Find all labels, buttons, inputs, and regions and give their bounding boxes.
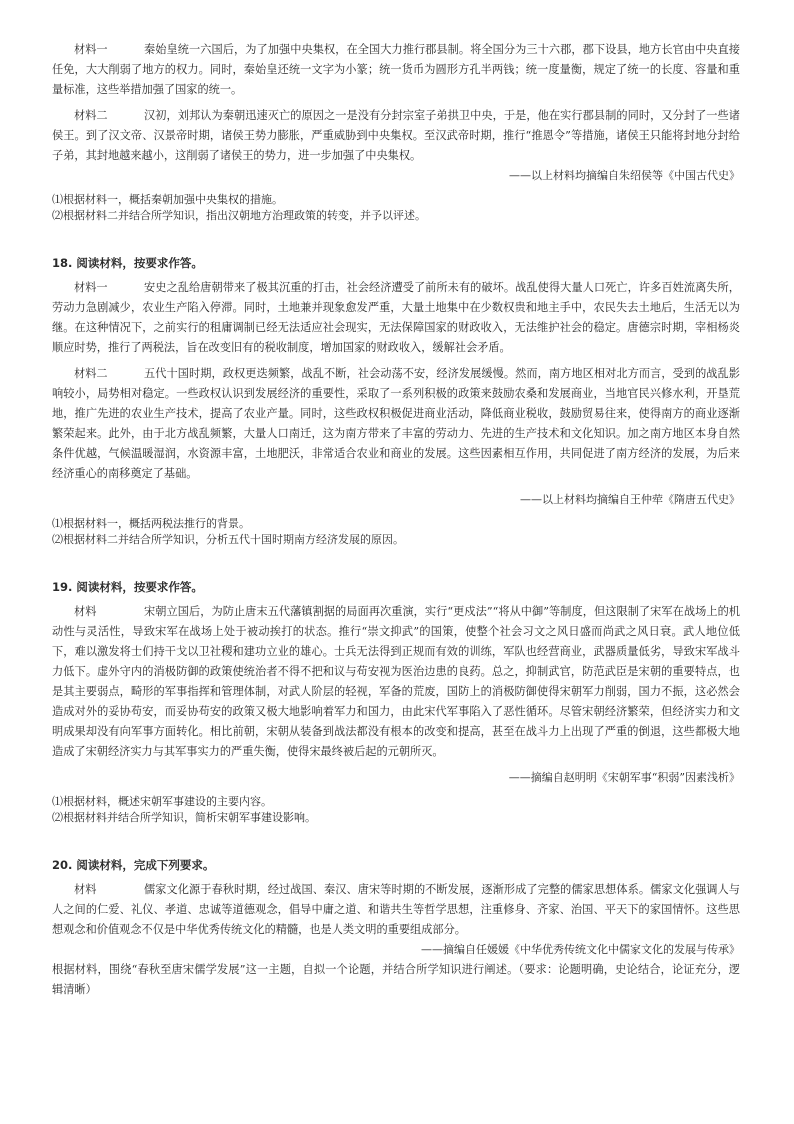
question-17	[52, 40, 740, 224]
material-text: 五代十国时期，政权更迭频繁，战乱不断，社会动荡不安，经济发展缓慢。然而，南方地区相对北方而言，受到的战乱影响较小，局势相对稳定。一些政权认识到发展经济的重要性，采取了一系列积极的政策来鼓励农桑和发展商业，当地官民兴修水利，开垦荒地，推广先进的农业生产技术，提高了农业产量。同时，这些政权积极促进商业活动，降低商业税收，鼓励贸易往来，使得南方的商业逐渐繁荣起来。此外，由于北方战乱频繁，大量人口南迁，这为南方带来了丰富的劳动力、先进的生产技术和文化知识。加之南方地区本身自然条件优越，气候温暖湿润，水资源丰富，土地肥沃，非常适合农业和商业的发展。这些因素相互作用，共同促进了南方经济的发展，为后来经济重心的南移奠定了基础。	[52, 367, 740, 480]
q19-material	[52, 602, 740, 762]
material-source: ——以上材料均摘编自王仲荦《隋唐五代史》	[520, 493, 740, 506]
material-text: 汉初，刘邦认为秦朝迅速灭亡的原因之一是没有分封宗室子弟拱卫中央，于是，他在实行郡县制的同时，又分封了一些诸侯王。到了汉文帝、汉景帝时期，诸侯王势力膨胀，严重威胁到中央集权。至汉武帝时期，推行“推恩令”等措施，诸侯王只能将封地分封给子弟，其封地越来越小，这削弱了诸侯王的势力，进一步加强了中央集权。	[52, 109, 740, 162]
material-label: 材料二	[74, 109, 108, 122]
sub-question-1: ⑴根据材料一，概括两税法推行的背景。	[52, 517, 250, 530]
material-label: 材料一	[74, 281, 108, 294]
material-source: ——以上材料均摘编自朱绍侯等《中国古代史》	[509, 169, 740, 182]
material-text: 宋朝立国后，为防止唐末五代藩镇割据的局面再次重演，实行“更戍法”“将从中御”等制度，但这限制了宋军在战场上的机动性与灵活性，导致宋军在战场上处于被动挨打的状态。推行“崇文抑武”的国策，使整个社会习文之风日盛而尚武之风日衰。武人地位低下，难以激发将士们持干戈以卫社稷和建功立业的雄心。士兵无法得到正规而有效的训练，军队也经营商业，武器质量低劣，导致宋军战斗力低下。虚外守内的消极防御的政策使统治者不得不把和议与苟安视为医治边患的良药。总之，抑制武官，防范武臣是宋朝的重要特点，也是其主要弱点，畸形的军事指挥和管理体制，对武人阶层的轻视，军备的荒废，国防上的消极防御使得宋朝军力削弱，国力不振，这必然会造成对外的妥协苟安，而妥协苟安的政策又极大地影响着军力和国力，由此宋代军事陷入了恶性循环。尽管宋朝经济繁荣，但经济实力和文明成果却没有向军事方面转化。相比前朝，宋朝从装备到战法都没有根本的改变和提高，甚至在战斗力上出现了严重的倒退，这些都极大地造成了宋朝经济实力与其军事实力的严重失衡，使得宋最终被后起的元朝所灭。	[52, 605, 740, 758]
sub-question-2: ⑵根据材料二并结合所学知识，分析五代十国时期南方经济发展的原因。	[52, 533, 404, 546]
material-source: ——摘编自赵明明《宋朝军事“积弱”因素浅析》	[508, 771, 740, 784]
material-label: 材料	[74, 883, 97, 896]
essay-task: 根据材料，围绕“春秋至唐宋儒学发展”这一主题，自拟一个论题，并结合所学知识进行阐述。（要求：论题明确，史论结合，论证充分，逻辑清晰）	[52, 963, 740, 996]
sub-question-2: ⑵根据材料并结合所学知识，简析宋朝军事建设影响。	[52, 811, 316, 824]
exam-page	[52, 40, 740, 1000]
q18-material-1	[52, 278, 740, 358]
question-20	[52, 856, 740, 1000]
material-label: 材料	[74, 605, 97, 618]
material-text: 儒家文化源于春秋时期，经过战国、秦汉、唐宋等时期的不断发展，逐渐形成了完整的儒家思想体系。儒家文化强调人与人之间的仁爱、礼仪、孝道、忠诚等道德观念，倡导中庸之道、和谐共生等哲学思想，注重修身、齐家、治国、平天下的家国情怀。这些思想观念和价值观念不仅是中华优秀传统文化的精髓，也是人类文明的重要组成部分。	[52, 883, 740, 936]
question-heading: 19. 阅读材料，按要求作答。	[52, 580, 203, 594]
sub-question-2: ⑵根据材料二并结合所学知识，指出汉朝地方治理政策的转变，并予以评述。	[52, 209, 426, 222]
material-source: ——摘编自任媛媛《中华优秀传统文化中儒家文化的发展与传承》	[421, 943, 740, 956]
material-text: 安史之乱给唐朝带来了极其沉重的打击，社会经济遭受了前所未有的破坏。战乱使得大量人口死亡，许多百姓流离失所，劳动力急剧减少，农业生产陷入停滞。同时，土地兼并现象愈发严重，大量土地集中在少数权贵和地主手中，农民失去土地后，生活无以为继。在这种情况下，之前实行的租庸调制已经无法适应社会现实，无法保障国家的财政收入，无法维护社会的稳定。唐德宗时期，宰相杨炎顺应时势，推行了两税法，旨在改变旧有的税收制度，增加国家的财政收入，缓解社会矛盾。	[52, 281, 740, 354]
question-heading: 18. 阅读材料，按要求作答。	[52, 256, 203, 270]
q18-material-2	[52, 364, 740, 484]
sub-question-1: ⑴根据材料，概述宋朝军事建设的主要内容。	[52, 795, 272, 808]
q20-material	[52, 880, 740, 940]
q17-material-1	[52, 40, 740, 100]
question-18	[52, 254, 740, 548]
material-label: 材料二	[74, 367, 108, 380]
material-label: 材料一	[74, 43, 108, 56]
q17-material-2	[52, 106, 740, 166]
question-heading: 20. 阅读材料，完成下列要求。	[52, 858, 215, 872]
question-19	[52, 578, 740, 826]
sub-question-1: ⑴根据材料一，概括秦朝加强中央集权的措施。	[52, 193, 283, 206]
material-text: 秦始皇统一六国后，为了加强中央集权，在全国大力推行郡县制。将全国分为三十六郡，郡下设县，地方长官由中央直接任免，大大削弱了地方的权力。同时，秦始皇还统一文字为小篆；统一货币为圆形方孔半两钱；统一度量衡，规定了统一的长度、容量和重量标准，这些举措加强了国家的统一。	[52, 43, 740, 96]
